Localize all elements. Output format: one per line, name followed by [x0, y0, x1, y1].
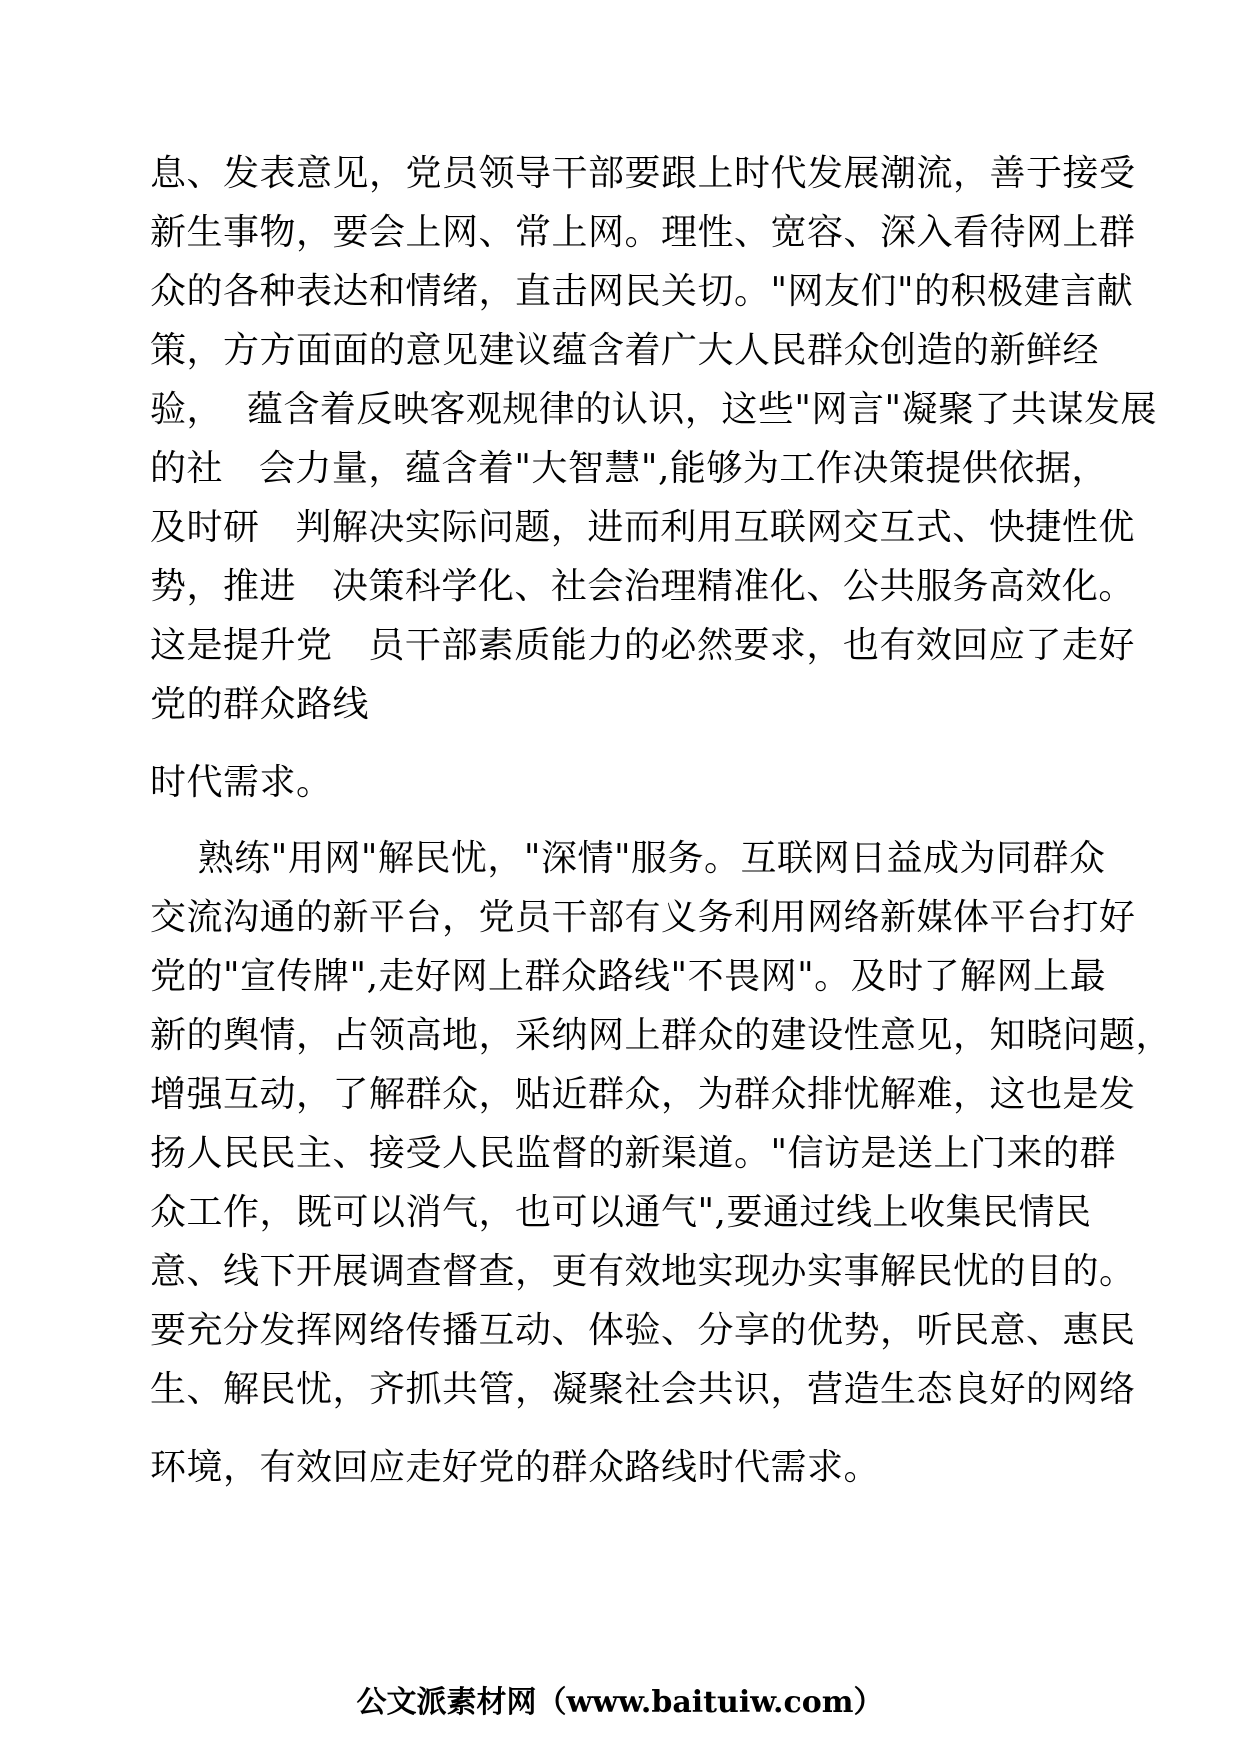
text-line: 这是提升党 员干部素质能力的必然要求，也有效回应了走好	[150, 625, 1135, 666]
text-line: 策，方方面面的意见建议蕴含着广大人民群众创造的新鲜经	[150, 330, 1100, 371]
text-line: 时代需求。	[150, 762, 333, 803]
footer-source: 公文派素材网（www.baituiw.com）	[356, 1685, 884, 1720]
text-line: 交流沟通的新平台，党员干部有义务利用网络新媒体平台打好	[150, 897, 1136, 938]
text-line: 新生事物，要会上网、常上网。理性、宽容、深入看待网上群	[150, 212, 1136, 253]
text-line: 息、发表意见，党员领导干部要跟上时代发展潮流，善于接受	[150, 153, 1136, 194]
text-line: 生、解民忧，齐抓共管，凝聚社会共识，营造生态良好的网络	[150, 1369, 1136, 1410]
text-line: 党的群众路线	[150, 684, 370, 725]
text-line: 及时研 判解决实际问题，进而利用互联网交互式、快捷性优	[150, 507, 1135, 548]
text-line: 党的"宣传牌",走好网上群众路线"不畏网"。及时了解网上最	[150, 956, 1107, 997]
text-line: 增强互动，了解群众，贴近群众，为群众排忧解难，这也是发	[150, 1074, 1136, 1115]
text-line: 验， 蕴含着反映客观规律的认识，这些"网言"凝聚了共谋发展	[150, 389, 1158, 430]
text-line: 众工作，既可以消气，也可以通气",要通过线上收集民情民	[150, 1192, 1092, 1233]
text-line: 众的各种表达和情绪，直击网民关切。"网友们"的积极建言献	[150, 271, 1134, 312]
text-line: 的社 会力量，蕴含着"大智慧",能够为工作决策提供依据，	[150, 448, 1108, 489]
text-line: 新的舆情，占领高地，采纳网上群众的建设性意见，知晓问题，	[150, 1015, 1173, 1056]
text-line: 熟练"用网"解民忧，"深情"服务。互联网日益成为同群众	[150, 838, 1106, 879]
text-line: 意、线下开展调查督查，更有效地实现办实事解民忧的目的。	[150, 1251, 1136, 1292]
text-line: 扬人民民主、接受人民监督的新渠道。"信访是送上门来的群	[150, 1133, 1117, 1174]
text-line: 势，推进 决策科学化、社会治理精准化、公共服务高效化。	[150, 566, 1135, 607]
text-line: 环境，有效回应走好党的群众路线时代需求。	[150, 1447, 881, 1488]
text-line: 要充分发挥网络传播互动、体验、分享的优势，听民意、惠民	[150, 1310, 1136, 1351]
